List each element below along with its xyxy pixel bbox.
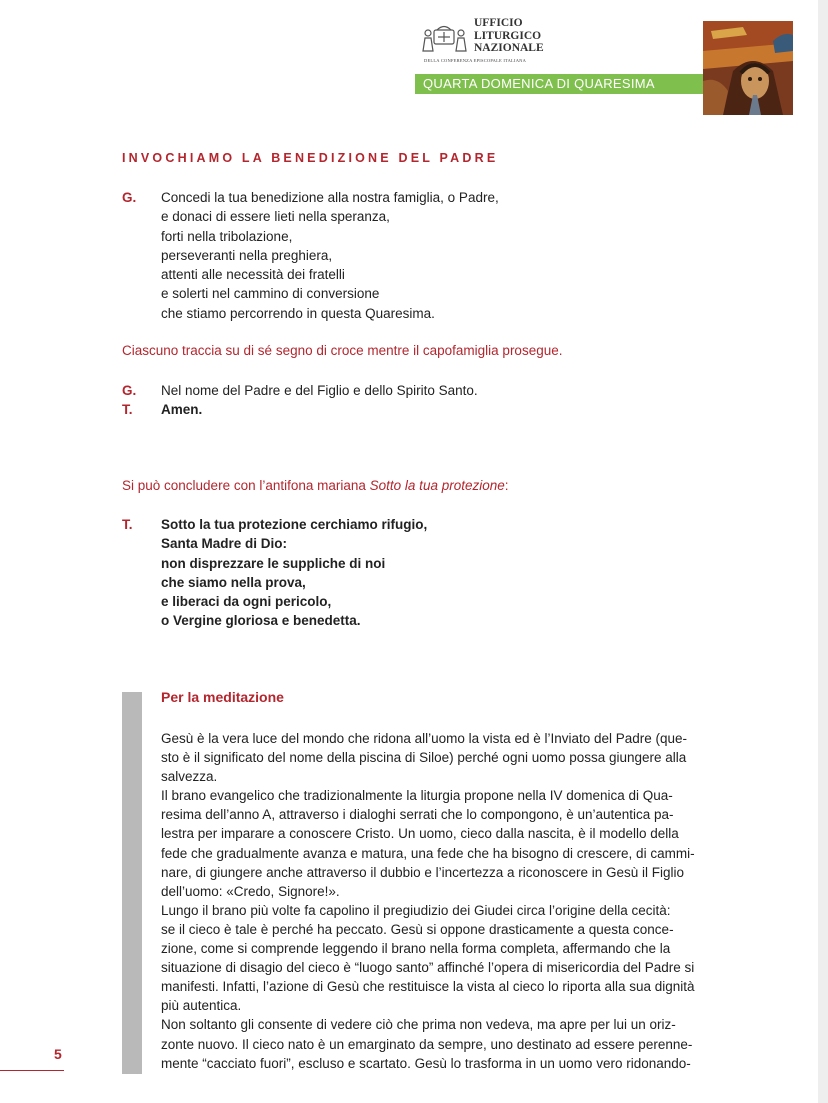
meditation-line: Gesù è la vera luce del mondo che ridona all’uomo la vista ed è l’Inviato del Padre (que- xyxy=(161,731,688,746)
logo-line: LITURGICO xyxy=(474,29,542,42)
meditation-line: nare, di giungere anche attraverso il dubbio e l’incertezza a riconoscere in Gesù il Figlio xyxy=(161,864,685,880)
prayer-line: attenti alle necessità dei fratelli xyxy=(161,267,345,283)
prayer-line: Concedi la tua benedizione alla nostra famiglia, o Padre, xyxy=(161,190,499,205)
meditation-line: Lungo il brano più volte fa capolino il pregiudizio dei Giudei circa l’origine della cecità: xyxy=(161,902,671,918)
prayer-line: e solerti nel cammino di conversione xyxy=(161,286,380,302)
prayer-lines xyxy=(161,515,427,631)
meditation-line: manifesti. Infatti, l’azione di Gesù che restituisce la vista al cieco lo riporta alla sua dignità xyxy=(161,979,695,995)
meditation-line: fede che gradualmente avanza e matura, una fede che ha bisogno di crescere, di cammi- xyxy=(161,845,695,861)
liturgical-emblem-icon xyxy=(420,21,470,53)
meditation-line: più autentica. xyxy=(161,998,242,1014)
page-number: 5 xyxy=(54,1046,62,1062)
logo-text xyxy=(474,17,544,55)
meditation-line: lestra per imparare a conoscere Cristo. Un uomo, cieco dalla nascita, è il modello della xyxy=(161,826,679,842)
prayer-line: Amen. xyxy=(161,402,203,417)
prayer-line: Santa Madre di Dio: xyxy=(161,536,288,552)
antiphon-title: Sotto la tua protezione xyxy=(369,478,505,493)
meditation-body xyxy=(161,729,706,1073)
prayer-line: Nel nome del Padre e del Figlio e dello Spirito Santo. xyxy=(161,383,478,398)
meditation-line: zonte nuovo. Il cieco nato è un emarginato da sempre, uno destinato ad essere perenne- xyxy=(161,1036,693,1052)
speaker-label: T. xyxy=(122,517,133,532)
logo-line: NAZIONALE xyxy=(474,42,544,54)
meditation-line: situazione di disagio del cieco è “luogo santo” affinché l’opera di misericordia del Padre si xyxy=(161,960,695,976)
page-edge xyxy=(818,0,828,1103)
icon-painting-art xyxy=(703,21,793,115)
meditation-line: mente “cacciato fuori”, escluso e scartato. Gesù lo trasforma in un uomo vero ridonando- xyxy=(161,1055,691,1071)
prayer-line: Sotto la tua protezione cerchiamo rifugio, xyxy=(161,517,428,532)
sunday-banner: QUARTA DOMENICA DI QUARESIMA xyxy=(415,74,724,94)
prayer-lines xyxy=(161,188,499,323)
prayer-line: non disprezzare le suppliche di noi xyxy=(161,555,386,571)
meditation-line: Il brano evangelico che tradizionalmente la liturgia propone nella IV domenica di Qua- xyxy=(161,788,673,804)
meditation-title: Per la meditazione xyxy=(161,689,284,705)
speaker-label: G. xyxy=(122,383,137,398)
meditation-line: resima dell’anno A, attraverso i dialoghi serrati che lo compongono, è un’autentica pa- xyxy=(161,807,674,823)
meditation-line: sto è il significato del nome della piscina di Siloe) perché ogni uomo possa giungere alla xyxy=(161,750,687,766)
prayer-line: che siamo nella prova, xyxy=(161,574,306,590)
office-logo xyxy=(420,17,550,67)
prayer-line: che stiamo percorrendo in questa Quaresima. xyxy=(161,305,435,321)
logo-line: UFFICIO xyxy=(474,17,523,29)
meditation-line: zione, come si comprende leggendo il brano nella forma completa, affermando che la xyxy=(161,941,671,957)
rubric-cross: Ciascuno traccia su di sé segno di croce mentre il capofamiglia prosegue. xyxy=(122,343,563,358)
meditation-line: se il cieco è tale è perché ha peccato. Gesù si oppone drasticamente a questa conce- xyxy=(161,921,674,937)
prayer-line: o Vergine gloriosa e benedetta. xyxy=(161,613,361,629)
rubric-text: Si può concludere con l’antifona mariana xyxy=(122,478,370,493)
meditation-line: Non soltanto gli consente di vedere ciò che prima non vedeva, ma apre per lui un oriz- xyxy=(161,1017,676,1033)
meditation-bar xyxy=(122,692,142,1074)
section-title: INVOCHIAMO LA BENEDIZIONE DEL PADRE xyxy=(122,151,499,165)
prayer-line: forti nella tribolazione, xyxy=(161,228,293,244)
page-number-rule xyxy=(0,1070,64,1071)
rubric-antiphon xyxy=(122,478,509,493)
icon-painting-image xyxy=(703,21,793,115)
meditation-line: dell’uomo: «Credo, Signore!». xyxy=(161,883,340,899)
meditation-line: salvezza. xyxy=(161,769,218,785)
prayer-line: e donaci di essere lieti nella speranza, xyxy=(161,209,390,225)
speaker-label: G. xyxy=(122,190,137,205)
logo-subtitle: DELLA CONFERENZA EPISCOPALE ITALIANA xyxy=(424,58,527,63)
prayer-line: e liberaci da ogni pericolo, xyxy=(161,594,332,610)
prayer-line: perseveranti nella preghiera, xyxy=(161,247,333,263)
rubric-end: : xyxy=(504,478,509,493)
speaker-label: T. xyxy=(122,402,133,417)
